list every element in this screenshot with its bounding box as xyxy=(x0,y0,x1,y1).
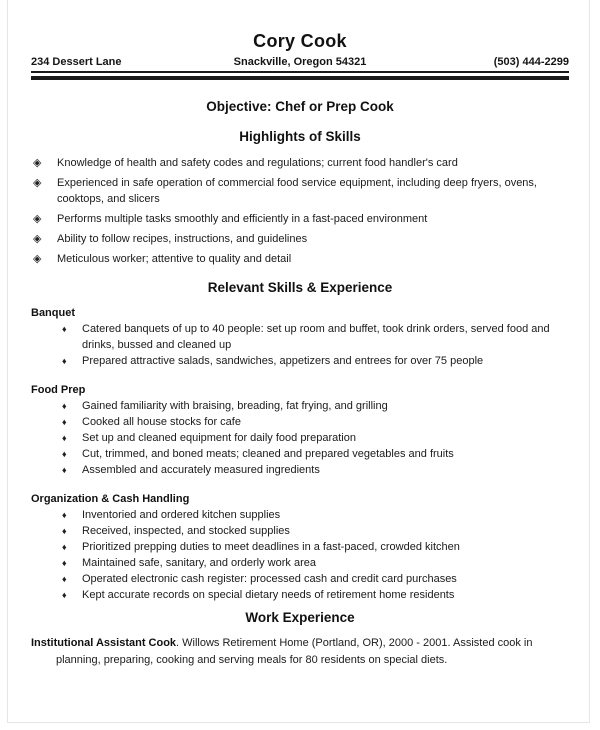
small-diamond-bullet-icon: ♦ xyxy=(62,526,67,536)
address-line: 234 Dessert Lane xyxy=(31,56,122,68)
highlight-item xyxy=(31,155,569,171)
skill-item xyxy=(31,414,569,430)
objective-heading: Objective: Chef or Prep Cook xyxy=(206,99,394,114)
job-entry xyxy=(31,635,569,668)
highlights-list xyxy=(31,155,569,267)
skill-group-items xyxy=(31,398,569,478)
skill-item-text: Operated electronic cash register: processed cash and credit card purchases xyxy=(82,573,457,585)
work-experience-heading: Work Experience xyxy=(245,610,355,625)
job-title: Institutional Assistant Cook xyxy=(31,637,177,649)
skill-item xyxy=(31,446,569,462)
skill-item xyxy=(31,539,569,555)
skill-item-text: Catered banquets of up to 40 people: set up room and buffet, took drink orders, served food and drinks, bussed and cleaned up xyxy=(82,323,550,351)
skill-group xyxy=(31,305,569,369)
skill-item xyxy=(31,398,569,414)
skill-item-text: Assembled and accurately measured ingredients xyxy=(82,464,320,476)
small-diamond-bullet-icon: ♦ xyxy=(62,324,67,334)
candidate-name: Cory Cook xyxy=(253,31,347,51)
header-rule-thick xyxy=(31,76,569,80)
skill-item xyxy=(31,555,569,571)
header-rule-thin xyxy=(31,71,569,73)
diamond-bullet-icon: ◈ xyxy=(33,177,42,189)
highlight-item xyxy=(31,211,569,227)
skill-item-text: Prioritized prepping duties to meet deadlines in a fast-paced, crowded kitchen xyxy=(82,541,460,553)
highlight-item xyxy=(31,251,569,267)
skill-group-items xyxy=(31,507,569,603)
highlight-item xyxy=(31,231,569,247)
skill-item-text: Set up and cleaned equipment for daily food preparation xyxy=(82,432,356,444)
highlight-text: Knowledge of health and safety codes and regulations; current food handler's card xyxy=(57,157,458,169)
skill-item xyxy=(31,462,569,478)
skill-item xyxy=(31,353,569,369)
skill-group-title: Food Prep xyxy=(31,384,86,396)
highlight-text: Meticulous worker; attentive to quality and detail xyxy=(57,253,292,265)
small-diamond-bullet-icon: ♦ xyxy=(62,433,67,443)
skill-group xyxy=(31,382,569,478)
skill-item-text: Received, inspected, and stocked supplies xyxy=(82,525,290,537)
small-diamond-bullet-icon: ♦ xyxy=(62,590,67,600)
highlight-text: Ability to follow recipes, instructions, and guidelines xyxy=(57,233,308,245)
skill-group-title: Banquet xyxy=(31,307,75,319)
small-diamond-bullet-icon: ♦ xyxy=(62,574,67,584)
diamond-bullet-icon: ◈ xyxy=(33,233,42,245)
skill-group xyxy=(31,491,569,603)
skills-heading: Relevant Skills & Experience xyxy=(207,280,393,295)
small-diamond-bullet-icon: ♦ xyxy=(62,510,67,520)
diamond-bullet-icon: ◈ xyxy=(33,157,42,169)
diamond-bullet-icon: ◈ xyxy=(33,253,42,265)
highlight-item xyxy=(31,175,569,207)
skill-item xyxy=(31,587,569,603)
small-diamond-bullet-icon: ♦ xyxy=(62,542,67,552)
highlight-text: Experienced in safe operation of commercial food service equipment, including deep fryers, ovens, cooktops, and slicers xyxy=(57,177,537,205)
contact-row xyxy=(31,56,569,68)
small-diamond-bullet-icon: ♦ xyxy=(62,356,67,366)
small-diamond-bullet-icon: ♦ xyxy=(62,449,67,459)
skill-item-text: Cooked all house stocks for cafe xyxy=(82,416,241,428)
skill-item-text: Inventoried and ordered kitchen supplies xyxy=(82,509,281,521)
skill-item xyxy=(31,507,569,523)
skill-item-text: Maintained safe, sanitary, and orderly work area xyxy=(82,557,316,569)
skill-item xyxy=(31,523,569,539)
skill-item xyxy=(31,321,569,353)
small-diamond-bullet-icon: ♦ xyxy=(62,401,67,411)
skill-item-text: Kept accurate records on special dietary needs of retirement home residents xyxy=(82,589,455,601)
small-diamond-bullet-icon: ♦ xyxy=(62,417,67,427)
skill-group-title: Organization & Cash Handling xyxy=(31,493,190,505)
skill-item-text: Cut, trimmed, and boned meats; cleaned and prepared vegetables and fruits xyxy=(82,448,454,460)
skill-item xyxy=(31,430,569,446)
skill-item-text: Gained familiarity with braising, breading, fat frying, and grilling xyxy=(82,400,388,412)
highlight-text: Performs multiple tasks smoothly and efficiently in a fast-paced environment xyxy=(57,213,428,225)
job-description: . Willows Retirement Home (Portland, OR), 2000 - 2001. Assisted cook in planning, preparing, cooking and serving meals for 80 residents on special diets. xyxy=(56,637,533,666)
city-state-zip: Snackville, Oregon 54321 xyxy=(233,56,367,68)
skill-groups xyxy=(31,305,569,603)
skill-group-items xyxy=(31,321,569,369)
small-diamond-bullet-icon: ♦ xyxy=(62,465,67,475)
skill-item xyxy=(31,571,569,587)
highlights-heading: Highlights of Skills xyxy=(239,129,361,144)
diamond-bullet-icon: ◈ xyxy=(33,213,42,225)
phone-number: (503) 444-2299 xyxy=(493,56,569,68)
skill-item-text: Prepared attractive salads, sandwiches, appetizers and entrees for over 75 people xyxy=(82,355,484,367)
small-diamond-bullet-icon: ♦ xyxy=(62,558,67,568)
